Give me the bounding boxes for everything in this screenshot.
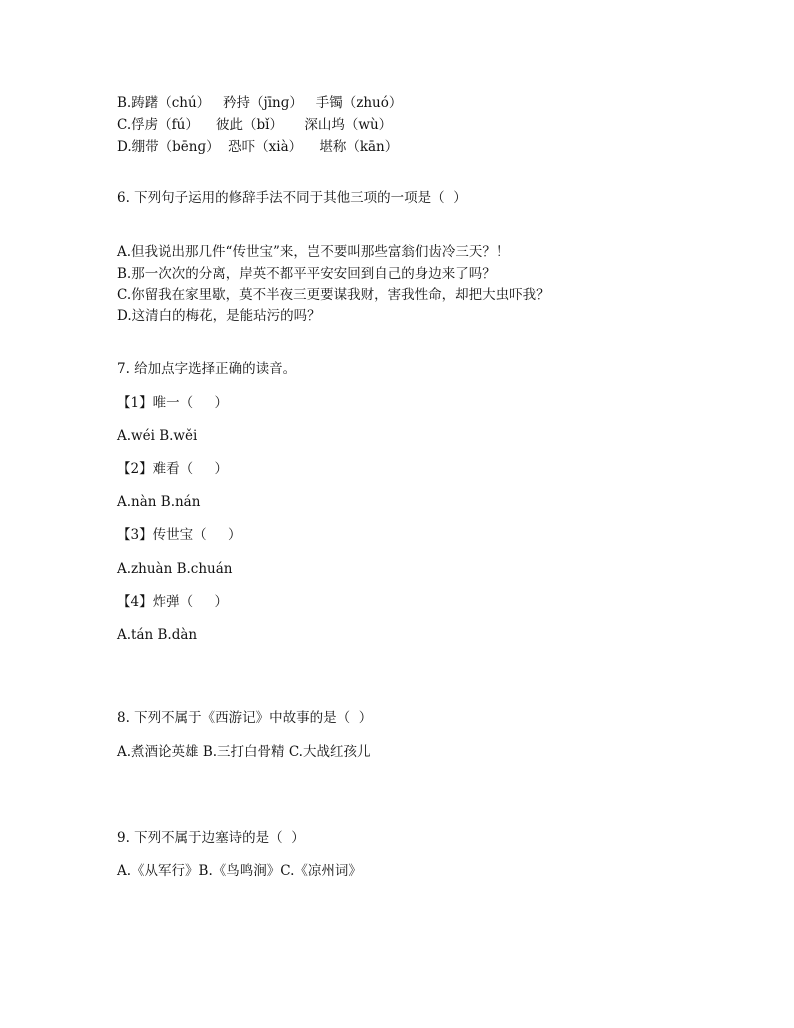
q6-option-c: C.你留我在家里歇，莫不半夜三更要谋我财，害我性命，却把大虫吓我？ xyxy=(117,287,550,303)
q8-answer: A.煮酒论英雄 B.三打白骨精 C.大战红孩儿 xyxy=(117,744,371,760)
q7-item-2-prompt: 【2】难看（ ） xyxy=(117,461,229,477)
q9-answer: A.《从军行》B.《鸟鸣涧》C.《凉州词》 xyxy=(117,863,362,879)
q9-question: 9. 下列不属于边塞诗的是（ ） xyxy=(117,830,305,846)
q6-question: 6. 下列句子运用的修辞手法不同于其他三项的一项是（ ） xyxy=(117,190,467,206)
q7-item-3-prompt: 【3】传世宝（ ） xyxy=(117,527,242,543)
q6-option-b: B.那一次次的分离，岸英不都平平安安回到自己的身边来了吗？ xyxy=(117,266,496,282)
q8-question: 8. 下列不属于《西游记》中故事的是（ ） xyxy=(117,710,373,726)
q6-option-a: A.但我说出那几件“传世宝”来，岂不要叫那些富翁们齿冷三天？！ xyxy=(117,244,510,260)
q7-item-4-answer: A.tán B.dàn xyxy=(117,627,198,643)
q7-item-1-prompt: 【1】唯一（ ） xyxy=(117,395,229,411)
q5-option-c: C.俘虏（fú） 彼此（bǐ） 深山坞（wù） xyxy=(117,117,393,133)
q5-option-d: D.绷带（bēnɡ） 恐吓（xià） 堪称（kān） xyxy=(117,139,399,155)
q7-question: 7. 给加点字选择正确的读音。 xyxy=(117,361,297,377)
q6-option-d: D.这清白的梅花，是能玷污的吗？ xyxy=(117,308,321,324)
q7-item-4-prompt: 【4】炸弹（ ） xyxy=(117,594,229,610)
q5-option-b: B.踌躇（chú） 矜持（jīnɡ） 手镯（zhuó） xyxy=(117,95,403,111)
q7-item-2-answer: A.nàn B.nán xyxy=(117,494,201,510)
q7-item-1-answer: A.wéi B.wěi xyxy=(117,428,198,444)
q7-item-3-answer: A.zhuàn B.chuán xyxy=(117,561,233,577)
